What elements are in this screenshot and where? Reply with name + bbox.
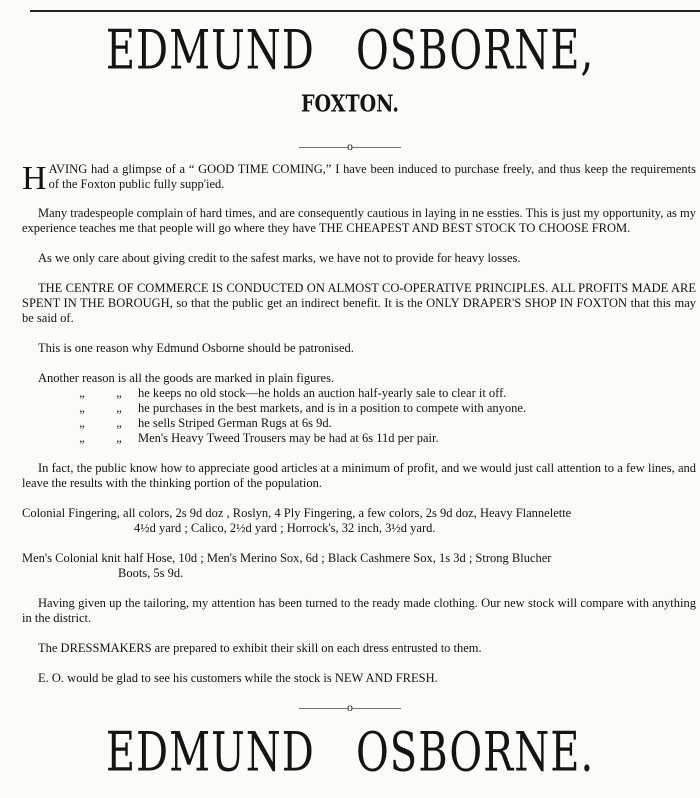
advertiser-name-heading: EDMUND OSBORNE,: [105, 20, 595, 83]
paragraph-tailoring: Having given up the tailoring, my attention has been turned to the ready made clothing. Our new stock will compare with anything in the district.: [22, 596, 696, 625]
paragraph-hose-prices: Men's Colonial knit half Hose, 10d ; Men's Merino Sox, 6d ; Black Cashmere Sox, 1s 3d ; Strong Blucher: [22, 551, 552, 565]
advertiser-name-footer: EDMUND OSBORNE.: [105, 722, 595, 785]
paragraph-hard-times: Many tradespeople complain of hard times, and are consequently cautious in laying in ne essties. This is just my opportunity, as my experience teaches me that people will go where they have THE CHEAPEST AND BEST STOCK TO CHOOSE FROM.: [22, 206, 696, 235]
paragraph-in-fact: In fact, the public know how to appreciate good articles at a minimum of profit, and we would just call attention to a few lines, and leave the results with the thinking portion of the population.: [22, 461, 696, 490]
list-item: „ „ Men's Heavy Tweed Trousers may be had at 6s 11d per pair.: [79, 431, 439, 445]
footer-divider: ————o————: [299, 700, 401, 714]
paragraph-good-time: HAVING had a glimpse of a “ GOOD TIME COMING,” I have been induced to purchase freely, and thus keep the requirements of the Foxton public fully supp'ied.: [22, 160, 696, 197]
list-item: „ „ he keeps no old stock—he holds an auction half-yearly sale to clear it off.: [79, 386, 507, 400]
list-item: „ „ he sells Striped German Rugs at 6s 9d.: [79, 416, 332, 430]
paragraph-hose-prices-cont: Boots, 5s 9d.: [118, 566, 184, 580]
paragraph-fingering-prices: Colonial Fingering, all colors, 2s 9d doz , Roslyn, 4 Ply Fingering, a few colors, 2s 9d doz, Heavy Flannelette: [22, 506, 572, 520]
list-item: „ „ he purchases in the best markets, and is in a position to compete with anyone.: [79, 401, 527, 415]
town-subheading: FOXTON.: [301, 90, 399, 118]
paragraph-dressmakers: The DRESSMAKERS are prepared to exhibit their skill on each dress entrusted to them.: [38, 641, 482, 655]
paragraph-closing: E. O. would be glad to see his customers while the stock is NEW AND FRESH.: [38, 671, 438, 685]
drop-cap: H: [22, 160, 47, 197]
body-text: [22, 162, 696, 686]
paragraph-fingering-prices-cont: 4½d yard ; Calico, 2½d yard ; Horrock's, 32 inch, 3½d yard.: [134, 521, 436, 535]
paragraph-credit: As we only care about giving credit to the safest marks, we have not to provide for heavy losses.: [38, 251, 521, 265]
header-divider: ————o————: [299, 139, 401, 153]
paragraph-reason-one: This is one reason why Edmund Osborne should be patronised.: [38, 341, 354, 355]
top-rule: [30, 10, 700, 12]
paragraph-reason-two: Another reason is all the goods are marked in plain figures.: [38, 371, 335, 385]
paragraph-commerce: THE CENTRE OF COMMERCE IS CONDUCTED ON ALMOST CO-OPERATIVE PRINCIPLES. ALL PROFITS MADE ARE SPENT IN THE BOROUGH, so that the public get an indirect benefit. It is the ONLY DRAPER'S SHOP IN FOXTON that this may be said of.: [22, 281, 696, 325]
